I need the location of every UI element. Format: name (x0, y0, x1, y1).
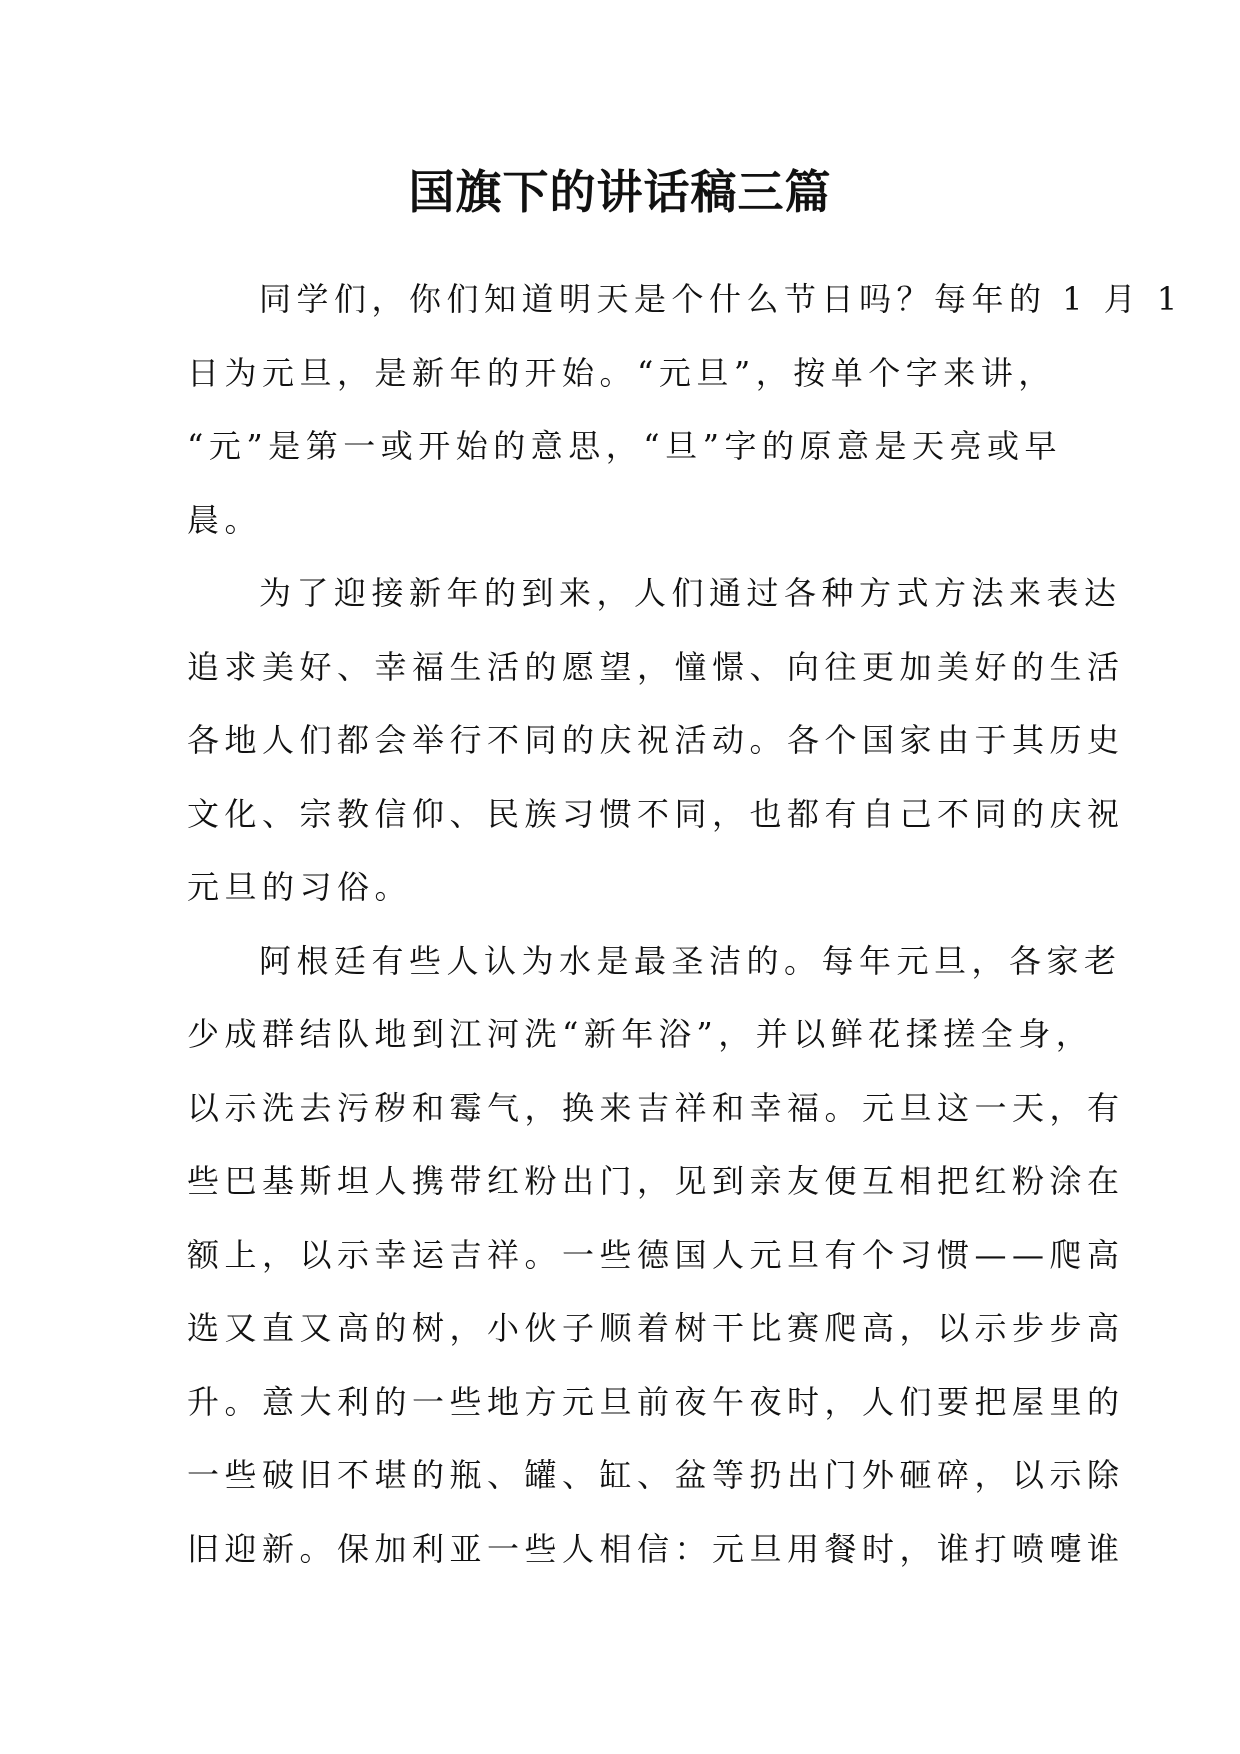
paragraph-line: 些巴基斯坦人携带红粉出门，见到亲友便互相把红粉涂在 (187, 1162, 1125, 1200)
paragraph-line: 晨。 (187, 500, 263, 539)
paragraph-line: 元旦的习俗。 (187, 868, 413, 906)
paragraph-line: 升。意大利的一些地方元旦前夜午夜时，人们要把屋里的 (187, 1382, 1125, 1421)
paragraph-line: 阿根廷有些人认为水是最圣洁的。每年元旦，各家老 (259, 941, 1122, 980)
paragraph-line: 以示洗去污秽和霉气，换来吉祥和幸福。元旦这一天，有 (187, 1088, 1125, 1127)
paragraph-line: 文化、宗教信仰、民族习惯不同，也都有自己不同的庆祝 (187, 794, 1125, 833)
paragraph-line: 少成群结队地到江河洗“新年浴”，并以鲜花揉搓全身， (187, 1015, 1094, 1053)
paragraph-line: 同学们，你们知道明天是个什么节日吗？每年的 1 月 1 (259, 280, 1183, 318)
paragraph-line: 旧迎新。保加利亚一些人相信：元旦用餐时，谁打喷嚏谁 (187, 1529, 1125, 1568)
paragraph-3 (187, 925, 1125, 1587)
document-title: 国旗下的讲话稿三篇 (408, 165, 832, 219)
paragraph-line: 为了迎接新年的到来，人们通过各种方式方法来表达 (259, 574, 1122, 612)
paragraph-line: 一些破旧不堪的瓶、罐、缸、盆等扔出门外砸碎，以示除 (187, 1456, 1125, 1494)
paragraph-line: 选又直又高的树，小伙子顺着树干比赛爬高，以示步步高 (187, 1309, 1125, 1347)
paragraph-line: 各地人们都会举行不同的庆祝活动。各个国家由于其历史 (187, 721, 1125, 759)
paragraph-line: 追求美好、幸福生活的愿望，憧憬、向往更加美好的生活 (187, 647, 1125, 686)
paragraph-1 (187, 263, 1183, 557)
paragraph-line: 额上，以示幸运吉祥。一些德国人元旦有个习惯——爬高 (187, 1235, 1125, 1274)
document-body (187, 263, 1183, 1586)
paragraph-line: 日为元旦，是新年的开始。“元旦”，按单个字来讲， (187, 353, 1056, 392)
paragraph-line: “元”是第一或开始的意思，“旦”字的原意是天亮或早 (187, 427, 1062, 465)
paragraph-2 (187, 557, 1125, 925)
